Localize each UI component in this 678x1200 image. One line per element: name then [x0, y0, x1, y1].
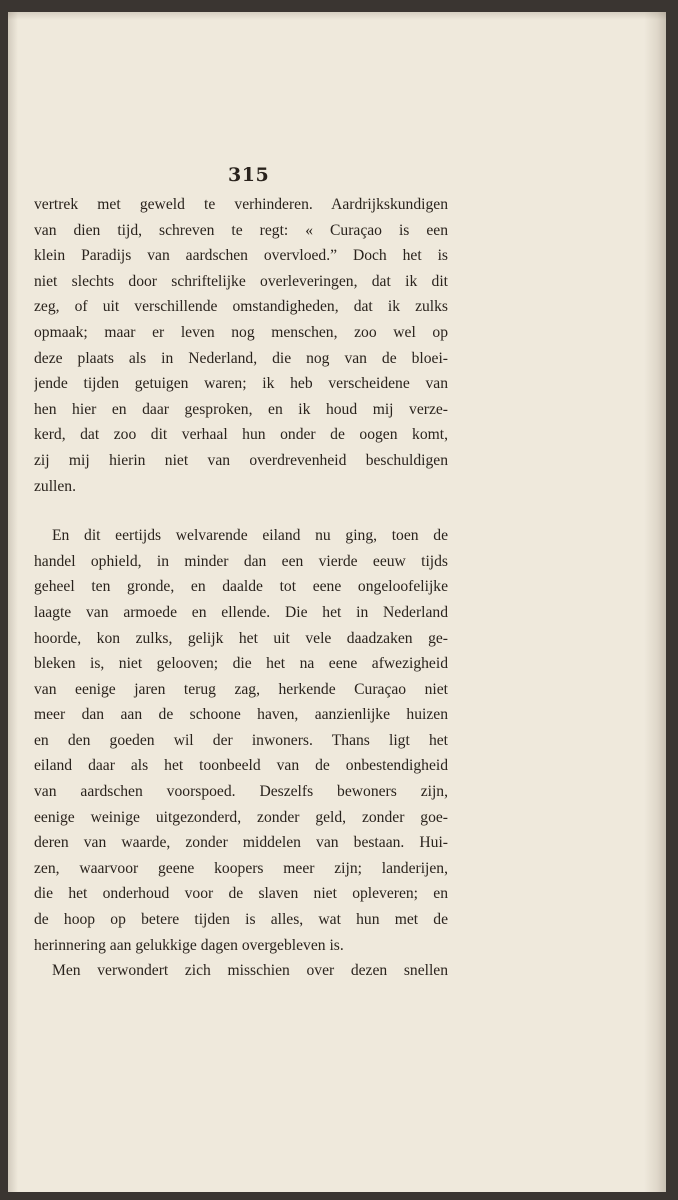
text-line: deren van waarde, zonder middelen van bestaan. Hui- — [34, 834, 448, 852]
text-line: van dien tijd, schreven te regt: « Curaçao is een — [34, 221, 448, 239]
text-line: handel ophield, in minder dan een vierde eeuw tijds — [34, 552, 448, 570]
text-line: opmaak; maar er leven nog menschen, zoo wel op — [34, 323, 448, 341]
paragraph-spacer — [34, 499, 448, 523]
text-line: van aardschen voorspoed. Deszelfs bewoners zijn, — [34, 783, 448, 801]
text-line: en den goeden wil der inwoners. Thans ligt het — [34, 731, 448, 749]
text-line: geheel ten gronde, en daalde tot eene ongeloofelijke — [34, 578, 448, 596]
text-line: eiland daar als het toonbeeld van de onbestendigheid — [34, 757, 448, 775]
text-line: zij mij hierin niet van overdrevenheid beschuldigen — [34, 451, 448, 469]
page-edge-shadow — [644, 12, 666, 1192]
paragraph-3 — [34, 958, 448, 984]
text-line: zullen. — [34, 477, 76, 495]
text-line: herinnering aan gelukkige dagen overgebleven is. — [34, 936, 344, 954]
page-gutter-shadow — [8, 12, 18, 1192]
text-line: En dit eertijds welvarende eiland nu ging, toen de — [52, 527, 448, 545]
text-line: van eenige jaren terug zag, herkende Curaçao niet — [34, 680, 448, 698]
text-line: vertrek met geweld te verhinderen. Aardrijkskundigen — [34, 196, 448, 213]
book-page — [8, 12, 666, 1192]
text-line: Men verwondert zich misschien over dezen snellen — [52, 962, 448, 980]
text-line: meer dan aan de schoone haven, aanzienlijke huizen — [34, 706, 448, 724]
text-line: niet slechts door schriftelijke overleveringen, dat ik dit — [34, 272, 448, 290]
paragraph-1 — [34, 192, 448, 499]
text-line: zen, waarvoor geene koopers meer zijn; landerijen, — [34, 859, 448, 877]
paragraph-2 — [34, 523, 448, 958]
text-line: eenige weinige uitgezonderd, zonder geld, zonder goe- — [34, 808, 448, 826]
text-line: de hoop op betere tijden is alles, wat hun met de — [34, 911, 448, 929]
text-line: hen hier en daar gesproken, en ik houd mij verze- — [34, 400, 448, 418]
text-line: zeg, of uit verschillende omstandigheden, dat ik zulks — [34, 298, 448, 316]
body-text — [34, 192, 448, 984]
text-line: deze plaats als in Nederland, die nog van de bloei- — [34, 349, 448, 367]
text-line: laagte van armoede en ellende. Die het in Nederland — [34, 603, 448, 621]
page-number: 315 — [228, 164, 270, 186]
text-line: hoorde, kon zulks, gelijk het uit vele daadzaken ge- — [34, 629, 448, 647]
text-line: jende tijden getuigen waren; ik heb verscheidene van — [34, 375, 448, 393]
text-line: die het onderhoud voor de slaven niet opleveren; en — [34, 885, 448, 903]
text-line: kerd, dat zoo dit verhaal hun onder de oogen komt, — [34, 426, 448, 444]
text-line: bleken is, niet gelooven; die het na eene afwezigheid — [34, 655, 448, 673]
page-top-shadow — [8, 12, 666, 20]
text-line: klein Paradijs van aardschen overvloed.” Doch het is — [34, 247, 448, 265]
